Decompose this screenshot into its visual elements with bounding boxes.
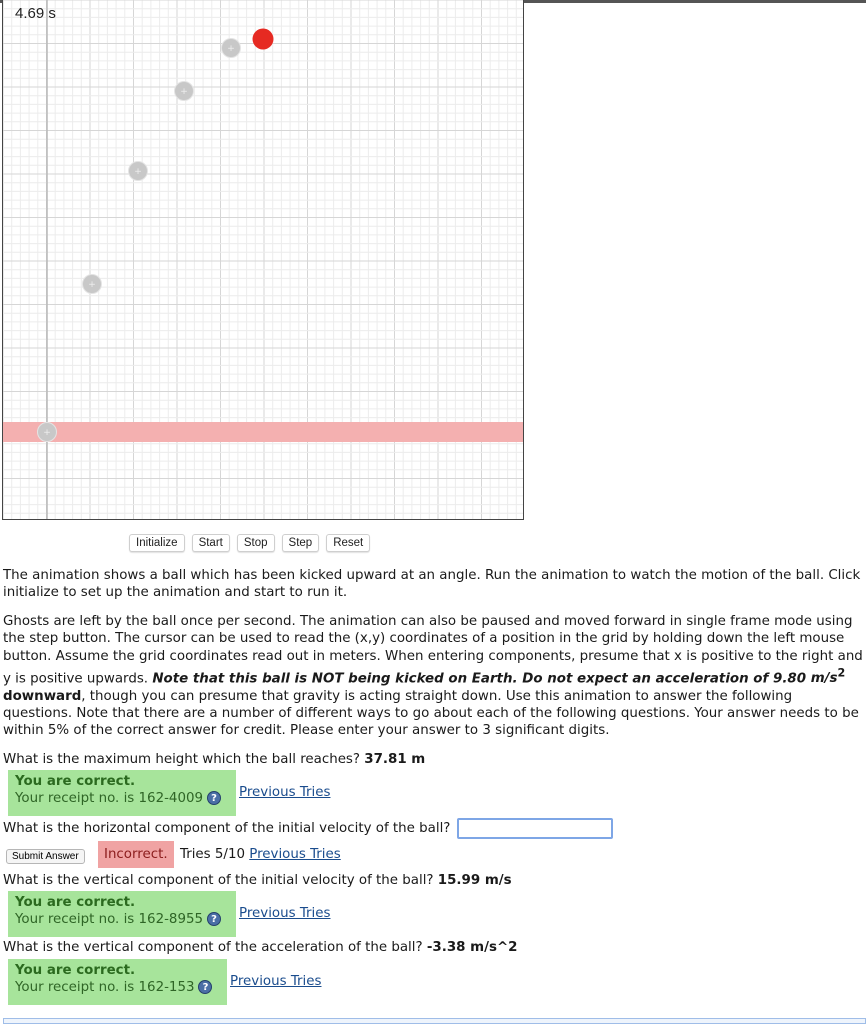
step-button[interactable]: Step bbox=[282, 534, 320, 552]
submit-answer-button[interactable]: Submit Answer bbox=[6, 849, 85, 864]
question-3-text: What is the vertical component of the initial velocity of the ball? bbox=[3, 873, 438, 888]
question-3-answer: 15.99 m/s bbox=[437, 873, 512, 888]
previous-tries-link-4[interactable]: Previous Tries bbox=[230, 974, 322, 989]
desc-unit: m/s bbox=[810, 671, 838, 687]
question-1-answer: 37.81 m bbox=[364, 752, 426, 767]
question-4-text: What is the vertical component of the acceleration of the ball? bbox=[3, 940, 427, 955]
correct-box-3 bbox=[8, 891, 236, 937]
ghost-marker: + bbox=[88, 280, 96, 290]
initialize-button[interactable]: Initialize bbox=[129, 534, 185, 552]
start-button[interactable]: Start bbox=[192, 534, 230, 552]
previous-tries-link-1[interactable]: Previous Tries bbox=[239, 785, 331, 800]
ghost-marker: + bbox=[134, 167, 142, 177]
grid-svg bbox=[3, 0, 524, 520]
question-1 bbox=[3, 751, 425, 768]
reset-button[interactable]: Reset bbox=[326, 534, 370, 552]
question-mark-icon[interactable]: ? bbox=[198, 980, 212, 994]
desc-warning: Note that this ball is NOT being kicked on Earth. Do not expect an acceleration of 9.80 bbox=[152, 671, 811, 687]
time-readout: 4.69 s bbox=[15, 5, 56, 22]
correct-box-4 bbox=[8, 959, 227, 1005]
ghost-marker: + bbox=[43, 428, 51, 438]
question-mark-icon[interactable]: ? bbox=[207, 791, 221, 805]
desc-unit-sup: 2 bbox=[837, 666, 846, 680]
status-correct-3: You are correct. bbox=[15, 895, 136, 910]
receipt-1: Your receipt no. is 162-4009 bbox=[15, 791, 203, 806]
ghost-marker: + bbox=[180, 87, 188, 97]
animation-controls bbox=[129, 534, 370, 552]
question-4 bbox=[3, 939, 517, 956]
question-2-text: What is the horizontal component of the initial velocity of the ball? bbox=[3, 821, 451, 836]
ground-band bbox=[3, 422, 524, 442]
desc-text-a: Ghosts are left by the ball once per second. The animation can also be paused and moved forward in single frame mode using the step button. The cursor can be used to read the (x,y) coordinates of a position in the grid by holding down the left mouse button. Assume the grid coordinates read out in meters. When entering components, presume that x is positive to the right and y is positive upwards. bbox=[3, 614, 863, 687]
next-section-edge bbox=[3, 1018, 866, 1024]
ball bbox=[253, 29, 274, 50]
receipt-3: Your receipt no. is 162-8955 bbox=[15, 912, 203, 927]
tries-row bbox=[180, 846, 341, 863]
correct-box-1 bbox=[8, 770, 236, 816]
desc-text-b: , though you can presume that gravity is acting straight down. Use this animation to answer the following questions. Note that there are a number of different ways to go about each of the following questions. Your answer needs to be within 5% of the correct answer for credit. Please enter your answer to 3 significant digits. bbox=[3, 688, 859, 739]
question-1-text: What is the maximum height which the ball reaches? bbox=[3, 752, 365, 767]
question-3 bbox=[3, 872, 512, 889]
description-paragraph-2 bbox=[3, 613, 863, 740]
receipt-4: Your receipt no. is 162-153 bbox=[15, 980, 195, 995]
status-correct-4: You are correct. bbox=[15, 963, 136, 978]
tries-count: Tries 5/10 bbox=[180, 847, 245, 862]
question-4-answer: -3.38 m/s^2 bbox=[426, 940, 518, 955]
horizontal-velocity-input[interactable] bbox=[457, 818, 613, 839]
ghost-marker: + bbox=[227, 44, 235, 54]
status-incorrect: Incorrect. bbox=[98, 841, 174, 868]
previous-tries-link-3[interactable]: Previous Tries bbox=[239, 906, 331, 921]
question-mark-icon[interactable]: ? bbox=[207, 912, 221, 926]
animation-canvas[interactable] bbox=[2, 0, 524, 520]
desc-downward: downward bbox=[3, 688, 82, 704]
description-paragraph-1: The animation shows a ball which has been kicked upward at an angle. Run the animation to watch the motion of the ball. Click initialize to set up the animation and start to run it. bbox=[3, 568, 861, 601]
status-correct-1: You are correct. bbox=[15, 774, 136, 789]
stop-button[interactable]: Stop bbox=[237, 534, 275, 552]
previous-tries-link-2[interactable]: Previous Tries bbox=[249, 847, 341, 862]
